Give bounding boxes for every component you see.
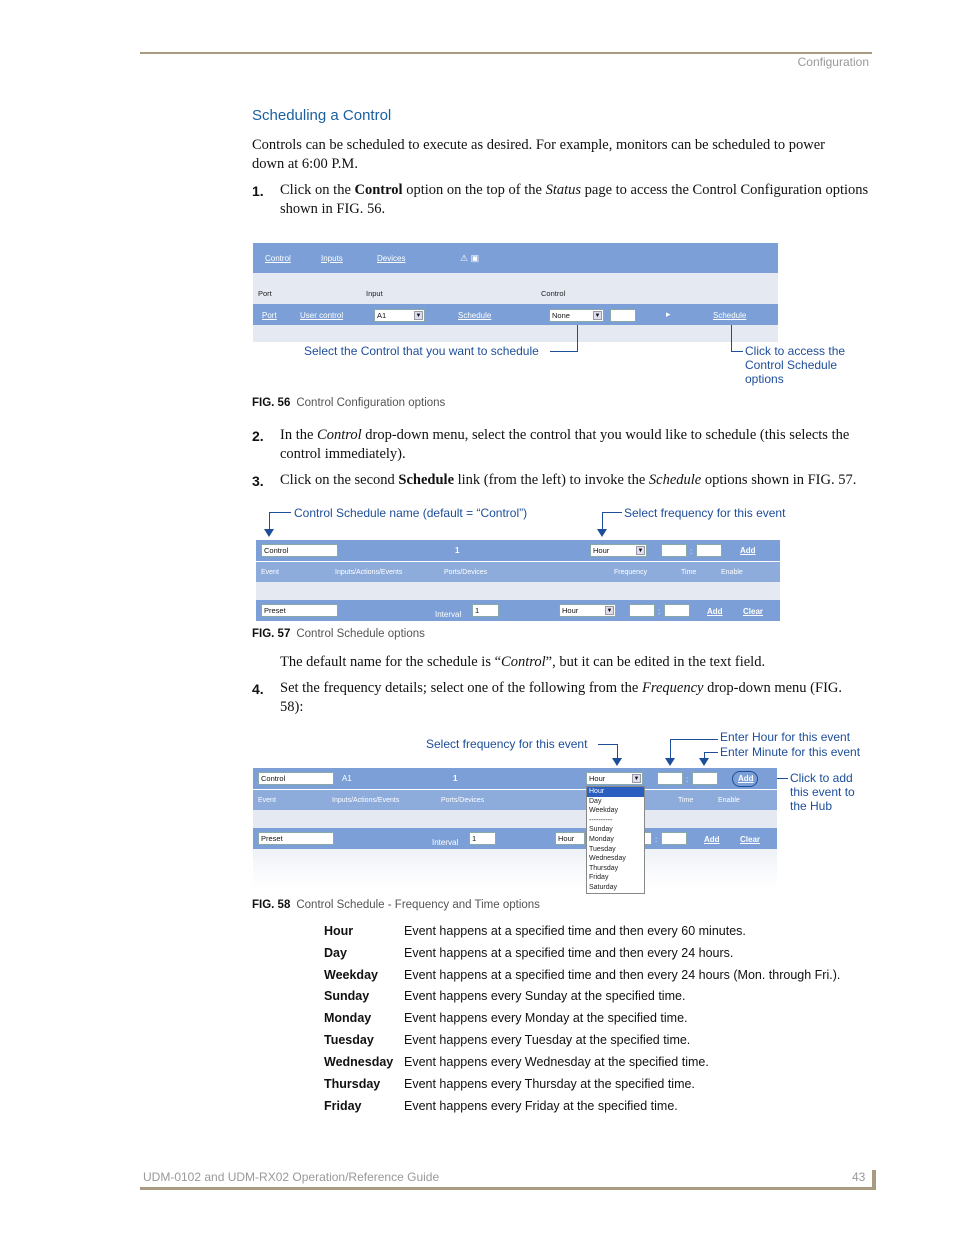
interval-label: Interval bbox=[435, 610, 462, 619]
arrow-down-icon bbox=[597, 529, 607, 537]
preset-minute-input[interactable] bbox=[664, 604, 690, 617]
control-value-field[interactable] bbox=[610, 309, 636, 322]
callout-line bbox=[269, 512, 291, 513]
dropdown-option[interactable]: Sunday bbox=[589, 826, 613, 834]
col-enable: Enable bbox=[721, 569, 743, 576]
fig58-callout-frequency: Select frequency for this event bbox=[426, 737, 588, 751]
col-event: Event bbox=[261, 569, 279, 576]
arrow-down-icon bbox=[264, 529, 274, 537]
frequency-dropdown-list[interactable] bbox=[586, 786, 645, 894]
hour-input[interactable] bbox=[657, 772, 683, 785]
port-header: Port bbox=[258, 289, 272, 298]
arrow-down-icon bbox=[612, 758, 622, 766]
preset-hour-input[interactable] bbox=[629, 604, 655, 617]
table-desc: Event happens every Thursday at the specified time. bbox=[404, 1077, 695, 1091]
callout-line bbox=[598, 744, 618, 745]
dropdown-option[interactable]: Tuesday bbox=[589, 845, 616, 853]
arrow-down-icon bbox=[665, 758, 675, 766]
input-value: A1 bbox=[342, 774, 352, 783]
callout-line bbox=[577, 325, 578, 352]
section-heading: Scheduling a Control bbox=[252, 107, 392, 124]
col-time: Time bbox=[678, 797, 694, 804]
col-frequency: Frequency bbox=[614, 569, 648, 576]
minute-input[interactable] bbox=[696, 544, 722, 557]
control-select[interactable]: None ▼ bbox=[549, 309, 604, 322]
dropdown-option[interactable]: Friday bbox=[589, 874, 609, 882]
step-number: 1. bbox=[252, 183, 264, 199]
col-ports: Ports/Devices bbox=[441, 797, 485, 804]
fig56-callout-left: Select the Control that you want to schedule bbox=[304, 344, 539, 358]
table-desc: Event happens at a specified time and then every 24 hours. bbox=[404, 946, 734, 960]
table-term: Hour bbox=[324, 924, 354, 938]
table-term: Weekday bbox=[324, 968, 378, 982]
fig56-caption: FIG. 56 Control Configuration options bbox=[252, 397, 446, 409]
preset-input[interactable]: Preset bbox=[258, 832, 334, 845]
interval-input[interactable]: 1 bbox=[469, 832, 496, 845]
frequency-select[interactable]: Hour ▼ bbox=[590, 544, 647, 557]
dropdown-option[interactable]: Thursday bbox=[589, 864, 619, 872]
interval-label: Interval bbox=[432, 838, 459, 847]
col-inputs: Inputs/Actions/Events bbox=[335, 569, 403, 576]
preset-minute-input[interactable] bbox=[661, 832, 687, 845]
col-event: Event bbox=[258, 797, 276, 804]
preset-input[interactable]: Preset bbox=[261, 604, 338, 617]
table-desc: Event happens at a specified time and then every 24 hours (Mon. through Fri.). bbox=[404, 968, 841, 982]
callout-line bbox=[602, 512, 622, 513]
step-1-text: Click on the Control option on the top of the Status page to access the Control Configuration options shown in FIG. 56. bbox=[280, 182, 869, 217]
schedule-link-2[interactable]: Schedule bbox=[713, 311, 747, 320]
table-term: Tuesday bbox=[324, 1033, 374, 1047]
footer-title: UDM-0102 and UDM-RX02 Operation/Reference Guide bbox=[143, 1170, 440, 1184]
play-icon[interactable]: ▸ bbox=[666, 309, 671, 319]
fig58-spacer bbox=[253, 810, 777, 828]
fig58-caption: FIG. 58 Control Schedule - Frequency and Time options bbox=[252, 899, 540, 911]
nav-control-link[interactable]: Control bbox=[265, 254, 291, 263]
time-separator: : bbox=[690, 547, 693, 556]
chevron-down-icon: ▼ bbox=[637, 548, 644, 554]
table-term: Wednesday bbox=[324, 1055, 394, 1069]
hour-input[interactable] bbox=[661, 544, 687, 557]
event-count: 1 bbox=[455, 546, 460, 555]
col-inputs: Inputs/Actions/Events bbox=[332, 797, 400, 804]
chevron-down-icon: ▼ bbox=[415, 313, 422, 319]
section-header: Configuration bbox=[797, 55, 869, 69]
fig58-callout-add: Click to add this event to the Hub bbox=[790, 771, 855, 813]
preset-frequency-select[interactable]: Hour ▼ bbox=[559, 604, 616, 617]
preset-frequency-select[interactable]: Hour bbox=[555, 832, 585, 845]
table-term: Sunday bbox=[324, 989, 370, 1003]
dropdown-option[interactable]: Hour bbox=[587, 787, 644, 797]
nav-inputs-link[interactable]: Inputs bbox=[321, 254, 343, 263]
nav-devices-link[interactable]: Devices bbox=[377, 254, 406, 263]
step-number: 3. bbox=[252, 473, 264, 489]
fig57-caption: FIG. 57 Control Schedule options bbox=[252, 628, 425, 640]
intro-paragraph: Controls can be scheduled to execute as desired. For example, monitors can be scheduled to power down at 6:00 P.M. bbox=[252, 137, 825, 172]
schedule-name-input[interactable]: Control bbox=[261, 544, 338, 557]
event-count: 1 bbox=[453, 774, 458, 783]
col-ports: Ports/Devices bbox=[444, 569, 488, 576]
add-link[interactable]: Add bbox=[738, 774, 754, 783]
fig56-callout-right: Click to access the Control Schedule options bbox=[745, 344, 846, 386]
table-desc: Event happens every Tuesday at the specified time. bbox=[404, 1033, 691, 1047]
fig57-callout-left: Control Schedule name (default = “Control”) bbox=[294, 506, 528, 520]
table-term: Monday bbox=[324, 1011, 372, 1025]
fig57-callout-right: Select frequency for this event bbox=[624, 506, 786, 520]
step-number: 2. bbox=[252, 428, 264, 444]
arrow-down-icon bbox=[699, 758, 709, 766]
schedule-link-1[interactable]: Schedule bbox=[458, 311, 492, 320]
interval-input[interactable]: 1 bbox=[472, 604, 499, 617]
table-desc: Event happens every Monday at the specified time. bbox=[404, 1011, 688, 1025]
table-desc: Event happens every Friday at the specified time. bbox=[404, 1099, 678, 1113]
input-header: Input bbox=[366, 289, 383, 298]
preset-add-link[interactable]: Add bbox=[704, 835, 720, 844]
dropdown-option[interactable]: Weekday bbox=[589, 807, 619, 815]
fig58-fade bbox=[253, 849, 777, 891]
col-time: Time bbox=[681, 569, 697, 576]
fig58-callout-hour: Enter Hour for this event bbox=[720, 730, 851, 744]
add-link[interactable]: Add bbox=[740, 546, 756, 555]
table-desc: Event happens every Sunday at the specified time. bbox=[404, 989, 686, 1003]
chevron-down-icon: ▼ bbox=[633, 776, 640, 782]
footer-tick bbox=[872, 1170, 876, 1190]
dropdown-option[interactable]: Wednesday bbox=[589, 855, 626, 863]
minute-input[interactable] bbox=[692, 772, 718, 785]
step-3-text: Click on the second Schedule link (from the left) to invoke the Schedule options shown in FIG. 57. bbox=[280, 472, 857, 488]
add-highlight-circle bbox=[732, 771, 758, 787]
chevron-down-icon: ▼ bbox=[606, 608, 613, 614]
dropdown-separator: ---------- bbox=[589, 816, 613, 824]
table-term: Day bbox=[324, 946, 347, 960]
dropdown-option[interactable]: Monday bbox=[589, 835, 614, 843]
preset-clear-link[interactable]: Clear bbox=[743, 607, 764, 616]
table-desc: Event happens every Wednesday at the specified time. bbox=[404, 1055, 709, 1069]
time-separator: : bbox=[655, 835, 658, 844]
note-text: The default name for the schedule is “Control”, but it can be edited in the text field. bbox=[280, 654, 766, 670]
footer-rule bbox=[140, 1187, 876, 1190]
fig57-spacer bbox=[256, 582, 780, 600]
table-desc: Event happens at a specified time and then every 60 minutes. bbox=[404, 924, 746, 938]
col-enable: Enable bbox=[718, 797, 740, 804]
preset-add-link[interactable]: Add bbox=[707, 607, 723, 616]
schedule-name-input[interactable]: Control bbox=[258, 772, 334, 785]
frequency-select[interactable]: Hour ▼ bbox=[586, 772, 643, 785]
dropdown-option[interactable]: Day bbox=[589, 797, 602, 805]
callout-line bbox=[731, 351, 743, 352]
chevron-down-icon: ▼ bbox=[594, 313, 601, 319]
table-term: Friday bbox=[324, 1099, 362, 1113]
fig58-callout-minute: Enter Minute for this event bbox=[720, 745, 861, 759]
header-rule bbox=[140, 52, 872, 54]
dropdown-option[interactable]: Saturday bbox=[589, 883, 618, 891]
callout-line bbox=[731, 325, 732, 352]
control-header: Control bbox=[541, 289, 566, 298]
time-separator: : bbox=[658, 607, 661, 616]
step-4-text: Set the frequency details; select one of the following from the Frequency drop-down menu (FIG. 58): bbox=[280, 680, 842, 715]
callout-line bbox=[550, 351, 578, 352]
preset-clear-link[interactable]: Clear bbox=[740, 835, 761, 844]
table-term: Thursday bbox=[324, 1077, 381, 1091]
user-control-link[interactable]: User control bbox=[300, 311, 344, 320]
input-select[interactable]: A1 ▼ bbox=[374, 309, 425, 322]
step-2-text: In the Control drop-down menu, select the control that you would like to schedule (this selects the control immediately). bbox=[280, 427, 850, 462]
port-link[interactable]: Port bbox=[262, 311, 277, 320]
callout-line bbox=[704, 752, 718, 753]
step-number: 4. bbox=[252, 681, 264, 697]
nav-status-icons: ⚠ ▣ bbox=[460, 253, 480, 263]
callout-line bbox=[670, 739, 718, 740]
page-number: 43 bbox=[852, 1170, 866, 1184]
time-separator: : bbox=[686, 775, 689, 784]
